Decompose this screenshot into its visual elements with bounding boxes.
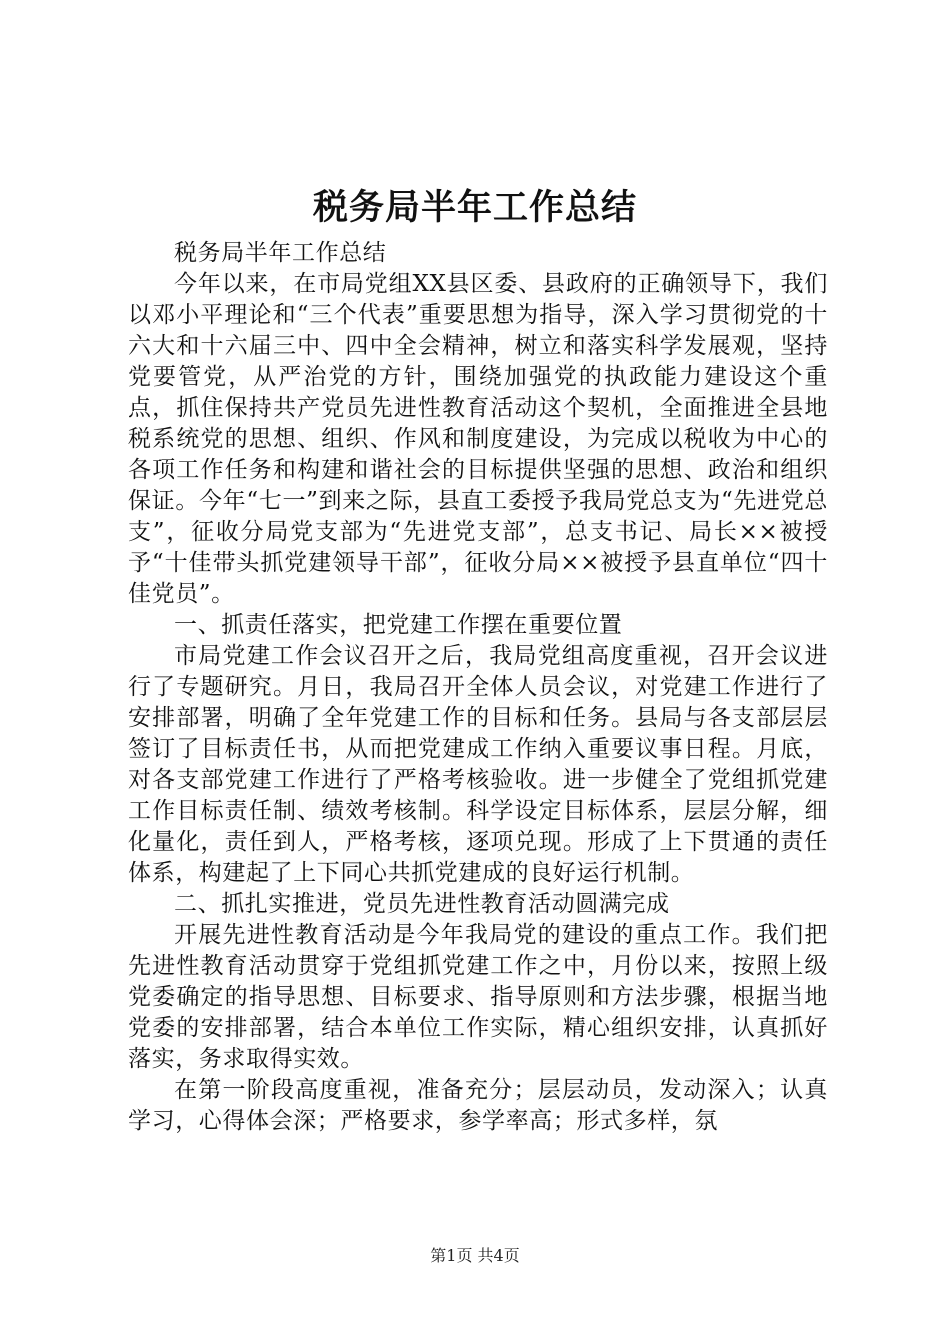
section-heading-2: 二、抓扎实推进，党员先进性教育活动圆满完成 — [174, 891, 670, 917]
document-body — [128, 238, 828, 1137]
paragraph-subtitle: 税务局半年工作总结 — [174, 240, 387, 266]
paragraph-section-2: 开展先进性教育活动是今年我局党的建设的重点工作。我们把先进性教育活动贯穿于党组抓党建工作之中，月份以来，按照上级党委确定的指导思想、目标要求、指导原则和方法步骤，根据当地党委的安排部署，结合本单位工作实际，精心组织安排，认真抓好落实，务求取得实效。 — [128, 922, 828, 1072]
section-heading-1: 一、抓责任落实，把党建工作摆在重要位置 — [174, 612, 623, 638]
document-title: 税务局半年工作总结 — [312, 187, 637, 228]
paragraph-stage-one: 在第一阶段高度重视，准备充分；层层动员，发动深入；认真学习，心得体会深；严格要求，参学率高；形式多样，氛 — [128, 1077, 828, 1134]
paragraph-section-1: 市局党建工作会议召开之后，我局党组高度重视，召开会议进行了专题研究。月日，我局召开全体人员会议，对党建工作进行了安排部署，明确了全年党建工作的目标和任务。县局与各支部层层签订了目标责任书，从而把党建成工作纳入重要议事日程。月底，对各支部党建工作进行了严格考核验收。进一步健全了党组抓党建工作目标责任制、绩效考核制。科学设定目标体系，层层分解，细化量化，责任到人，严格考核，逐项兑现。形成了上下贯通的责任体系，构建起了上下同心共抓党建成的良好运行机制。 — [128, 643, 828, 886]
page-number-footer: 第1页 共4页 — [430, 1246, 520, 1265]
paragraph-intro: 今年以来，在市局党组XX县区委、县政府的正确领导下，我们以邓小平理论和“三个代表”重要思想为指导，深入学习贯彻党的十六大和十六届三中、四中全会精神，树立和落实科学发展观，坚持党要管党，从严治党的方针，围绕加强党的执政能力建设这个重点，抓住保持共产党员先进性教育活动这个契机，全面推进全县地税系统党的思想、组织、作风和制度建设，为完成以税收为中心的各项工作任务和构建和谐社会的目标提供坚强的思想、政治和组织保证。今年“七一”到来之际，县直工委授予我局党总支为“先进党总支”，征收分局党支部为“先进党支部”，总支书记、局长××被授予“十佳带头抓党建领导干部”，征收分局××被授予县直单位“四十佳党员”。 — [128, 271, 828, 607]
